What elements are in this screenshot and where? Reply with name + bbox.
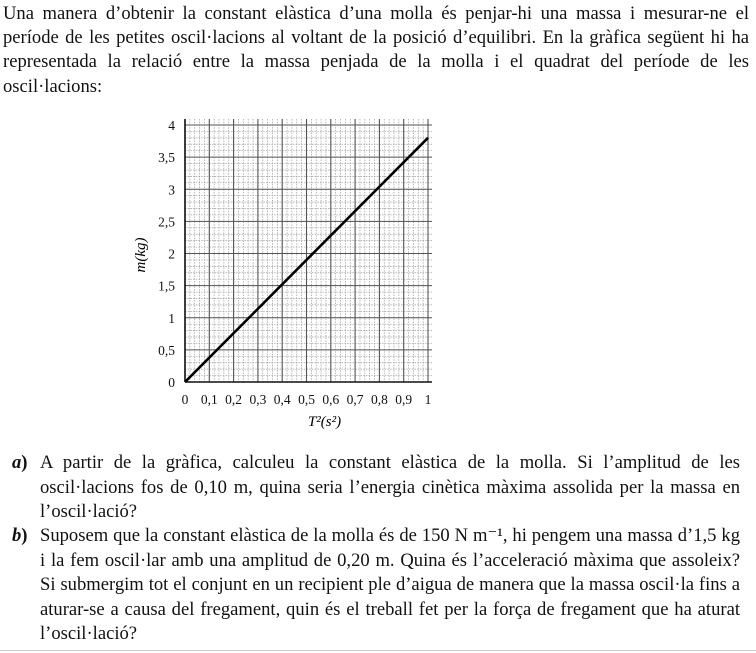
y-axis-label: m(kg)	[133, 237, 149, 273]
question-a-letter: a)	[12, 452, 28, 473]
bottom-rule	[0, 650, 756, 651]
x-tick-label: 1	[424, 392, 432, 407]
x-tick-label: 0,1	[200, 392, 218, 407]
y-tick-label: 0	[168, 375, 175, 390]
question-a	[12, 451, 740, 525]
question-b-letter: b)	[12, 525, 28, 546]
y-tick-label: 0,5	[158, 342, 175, 358]
x-axis-label: T²(s²)	[307, 414, 342, 430]
y-tick-label: 4	[168, 118, 175, 133]
y-tick-label: 2,5	[158, 214, 175, 230]
x-tick-label: 0,2	[225, 392, 243, 407]
y-tick-label: 2	[168, 246, 175, 262]
x-tick-label: 0	[181, 392, 189, 407]
question-b	[12, 524, 740, 647]
x-tick-label: 0,3	[249, 392, 267, 407]
mass-vs-period-squared-chart	[128, 110, 438, 440]
question-a-text: A partir de la gràfica, calculeu la constant elàstica de la molla. Si l’amplitud de les oscil·lacions fos de 0,10 m, quina seria l’energia cinètica màxima assolida per la massa en l’oscil·lació?	[40, 452, 740, 523]
x-tick-label: 0,9	[395, 392, 413, 407]
x-tick-label: 0,6	[322, 392, 340, 407]
intro-paragraph: Una manera d’obtenir la constant elàstica d’una molla és penjar-hi una massa i mesurar-ne el període de les petites oscil·lacions al voltant de la posició d’equilibri. En la gràfica següent hi ha representada la relació entre la massa penjada de la molla i el quadrat del període de les oscil·lacions:	[3, 3, 749, 97]
x-tick-label: 0,8	[370, 392, 388, 407]
y-tick-label: 3,5	[158, 150, 175, 166]
question-b-text: Suposem que la constant elàstica de la molla és de 150 N m⁻¹, hi pengem una massa d’1,5 kg i la fem oscil·lar amb una amplitud de 0,20 m. Quina és l’acceleració màxima que assoleix? Si submergim tot el conjunt en un recipient ple d’aigua de manera que la massa oscil·la fins a aturar-se a causa del fregament, quin és el treball fet per la força de fregament que ha aturat l’oscil·lació?	[40, 525, 740, 645]
x-tick-label: 0,4	[273, 392, 291, 407]
y-tick-label: 1	[168, 310, 175, 326]
x-tick-label: 0,5	[298, 392, 315, 407]
y-tick-label: 3	[168, 182, 175, 198]
x-tick-label: 0,7	[346, 392, 364, 407]
y-tick-label: 1,5	[158, 278, 175, 294]
